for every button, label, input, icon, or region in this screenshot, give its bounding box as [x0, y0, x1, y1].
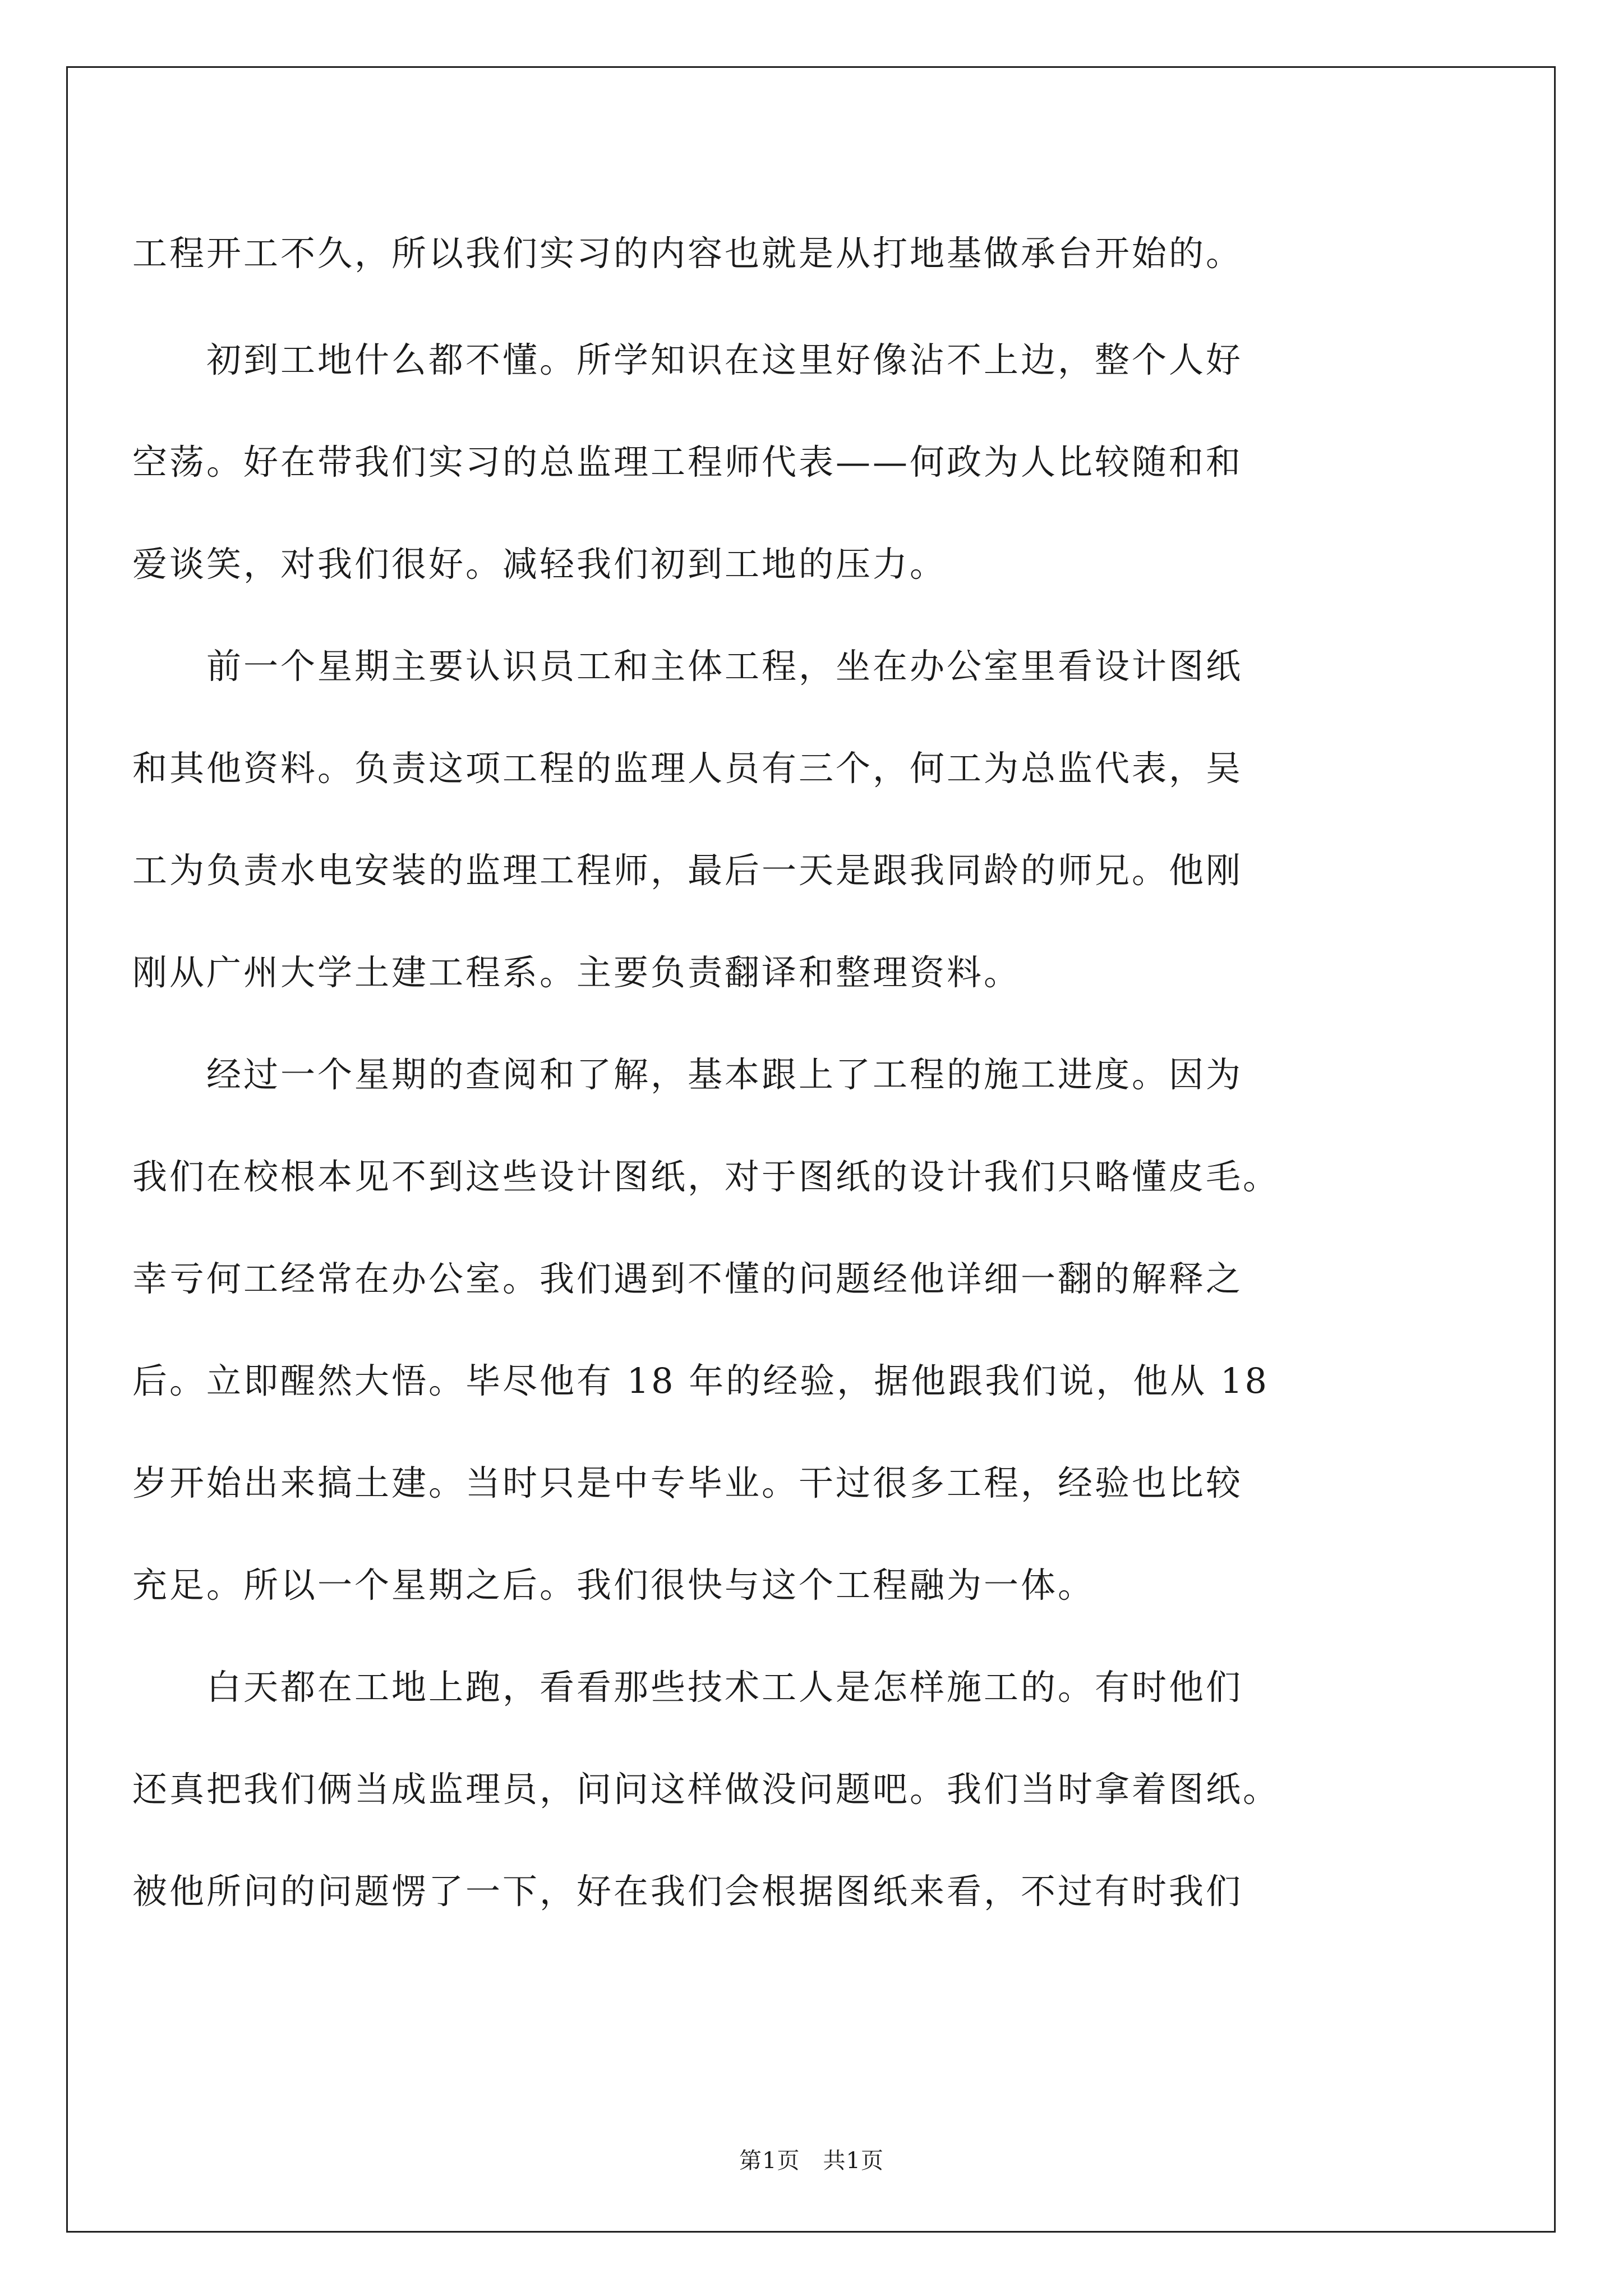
text-line: 后。立即醒然大悟。毕尽他有 18 年的经验，据他跟我们说，他从 18	[132, 1360, 1269, 1401]
page-footer: 第1页 共1页	[739, 2148, 884, 2174]
text-line: 幸亏何工经常在办公室。我们遇到不懂的问题经他详细一翻的解释之	[132, 1258, 1243, 1299]
text-line: 前一个星期主要认识员工和主体工程，坐在办公室里看设计图纸	[132, 646, 1243, 687]
text-line: 和其他资料。负责这项工程的监理人员有三个，何工为总监代表，吴	[132, 748, 1243, 789]
text-line: 白天都在工地上跑，看看那些技术工人是怎样施工的。有时他们	[132, 1667, 1243, 1708]
text-line: 工程开工不久，所以我们实习的内容也就是从打地基做承台开始的。	[132, 233, 1243, 274]
text-line: 工为负责水电安装的监理工程师，最后一天是跟我同龄的师兄。他刚	[132, 850, 1243, 891]
text-line: 岁开始出来搞土建。当时只是中专毕业。干过很多工程，经验也比较	[132, 1462, 1243, 1503]
text-line: 空荡。好在带我们实习的总监理工程师代表——何政为人比较随和和	[132, 441, 1243, 482]
text-line: 刚从广州大学土建工程系。主要负责翻译和整理资料。	[132, 952, 1021, 993]
text-line: 初到工地什么都不懂。所学知识在这里好像沾不上边，整个人好	[132, 339, 1243, 380]
text-line: 充足。所以一个星期之后。我们很快与这个工程融为一体。	[132, 1565, 1095, 1605]
text-line: 还真把我们俩当成监理员，问问这样做没问题吧。我们当时拿着图纸。	[132, 1769, 1280, 1810]
text-line: 爱谈笑，对我们很好。减轻我们初到工地的压力。	[132, 544, 947, 585]
text-line: 被他所问的问题愣了一下，好在我们会根据图纸来看，不过有时我们	[132, 1871, 1243, 1912]
text-line: 经过一个星期的查阅和了解，基本跟上了工程的施工进度。因为	[132, 1054, 1243, 1095]
text-line: 我们在校根本见不到这些设计图纸，对于图纸的设计我们只略懂皮毛。	[132, 1156, 1280, 1197]
